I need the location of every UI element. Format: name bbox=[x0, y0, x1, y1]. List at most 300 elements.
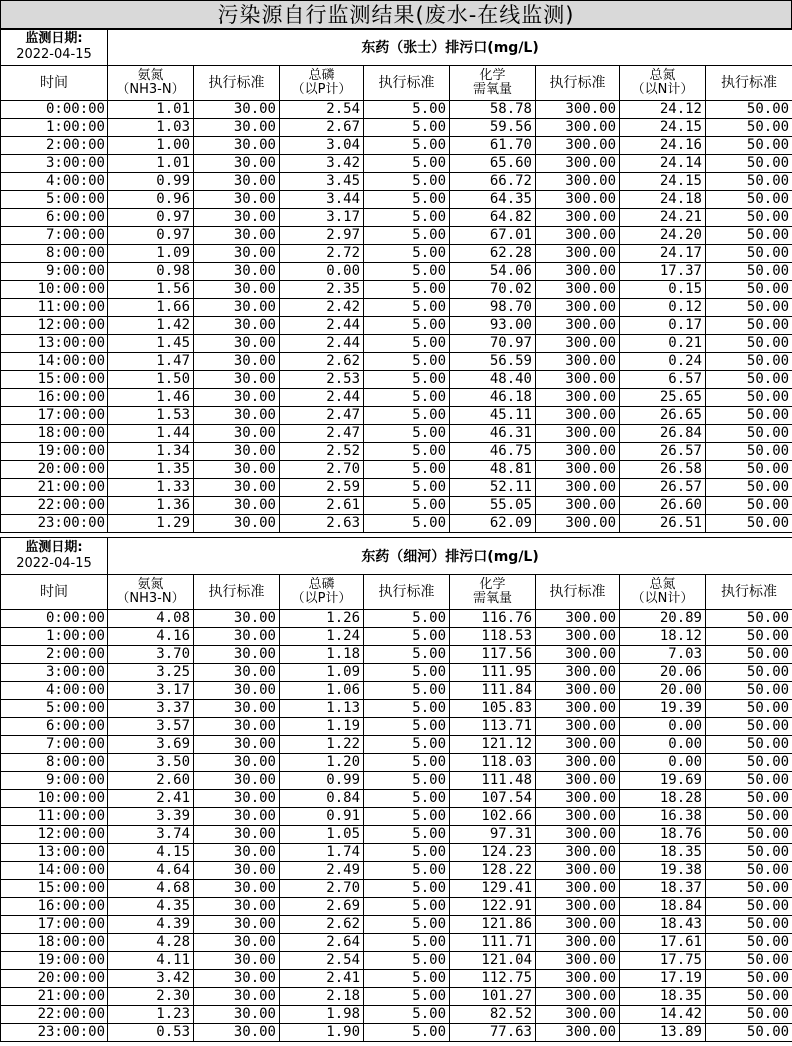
value-cell: 1.01 bbox=[108, 155, 194, 173]
time-cell: 7:00:00 bbox=[1, 736, 108, 754]
value-cell: 1.44 bbox=[108, 425, 194, 443]
table-row bbox=[1, 826, 792, 844]
value-cell: 5.00 bbox=[364, 227, 450, 245]
value-cell: 1.33 bbox=[108, 479, 194, 497]
value-cell: 5.00 bbox=[364, 317, 450, 335]
value-cell: 46.31 bbox=[450, 425, 536, 443]
value-cell: 5.00 bbox=[364, 155, 450, 173]
time-cell: 16:00:00 bbox=[1, 389, 108, 407]
table-row bbox=[1, 952, 792, 970]
value-cell: 1.19 bbox=[280, 718, 364, 736]
value-cell: 24.21 bbox=[620, 209, 706, 227]
value-cell: 50.00 bbox=[706, 898, 792, 916]
value-cell: 20.89 bbox=[620, 610, 706, 628]
value-cell: 0.97 bbox=[108, 227, 194, 245]
value-cell: 6.57 bbox=[620, 371, 706, 389]
value-cell: 30.00 bbox=[194, 407, 280, 425]
value-cell: 2.69 bbox=[280, 898, 364, 916]
value-cell: 5.00 bbox=[364, 209, 450, 227]
value-cell: 50.00 bbox=[706, 718, 792, 736]
value-cell: 0.17 bbox=[620, 317, 706, 335]
time-cell: 23:00:00 bbox=[1, 1024, 108, 1042]
report-title: 污染源自行监测结果(废水-在线监测) bbox=[0, 0, 792, 30]
value-cell: 3.57 bbox=[108, 718, 194, 736]
column-header: 氨氮 （NH3-N） bbox=[108, 66, 194, 101]
value-cell: 4.64 bbox=[108, 862, 194, 880]
value-cell: 24.16 bbox=[620, 137, 706, 155]
value-cell: 30.00 bbox=[194, 461, 280, 479]
value-cell: 105.83 bbox=[450, 700, 536, 718]
table-row bbox=[1, 101, 792, 119]
value-cell: 50.00 bbox=[706, 628, 792, 646]
value-cell: 300.00 bbox=[536, 281, 620, 299]
value-cell: 26.84 bbox=[620, 425, 706, 443]
table-row bbox=[1, 610, 792, 628]
value-cell: 5.00 bbox=[364, 664, 450, 682]
value-cell: 30.00 bbox=[194, 425, 280, 443]
value-cell: 2.59 bbox=[280, 479, 364, 497]
value-cell: 2.62 bbox=[280, 353, 364, 371]
table-row bbox=[1, 155, 792, 173]
value-cell: 5.00 bbox=[364, 407, 450, 425]
value-cell: 5.00 bbox=[364, 263, 450, 281]
value-cell: 5.00 bbox=[364, 898, 450, 916]
monitoring-date-cell bbox=[1, 538, 108, 575]
value-cell: 26.65 bbox=[620, 407, 706, 425]
value-cell: 5.00 bbox=[364, 389, 450, 407]
value-cell: 0.97 bbox=[108, 209, 194, 227]
value-cell: 1.06 bbox=[280, 682, 364, 700]
value-cell: 0.00 bbox=[620, 754, 706, 772]
table-row bbox=[1, 916, 792, 934]
value-cell: 13.89 bbox=[620, 1024, 706, 1042]
value-cell: 0.24 bbox=[620, 353, 706, 371]
value-cell: 116.76 bbox=[450, 610, 536, 628]
value-cell: 1.29 bbox=[108, 515, 194, 533]
value-cell: 30.00 bbox=[194, 808, 280, 826]
value-cell: 5.00 bbox=[364, 880, 450, 898]
value-cell: 50.00 bbox=[706, 844, 792, 862]
value-cell: 3.04 bbox=[280, 137, 364, 155]
value-cell: 2.97 bbox=[280, 227, 364, 245]
value-cell: 111.71 bbox=[450, 934, 536, 952]
value-cell: 30.00 bbox=[194, 173, 280, 191]
value-cell: 1.20 bbox=[280, 754, 364, 772]
value-cell: 5.00 bbox=[364, 700, 450, 718]
time-cell: 14:00:00 bbox=[1, 862, 108, 880]
table-row bbox=[1, 173, 792, 191]
table-row bbox=[1, 862, 792, 880]
value-cell: 2.42 bbox=[280, 299, 364, 317]
value-cell: 5.00 bbox=[364, 497, 450, 515]
value-cell: 30.00 bbox=[194, 137, 280, 155]
time-cell: 20:00:00 bbox=[1, 970, 108, 988]
value-cell: 5.00 bbox=[364, 425, 450, 443]
value-cell: 121.04 bbox=[450, 952, 536, 970]
value-cell: 24.15 bbox=[620, 119, 706, 137]
table-row bbox=[1, 443, 792, 461]
value-cell: 0.00 bbox=[620, 718, 706, 736]
table-row bbox=[1, 844, 792, 862]
value-cell: 2.70 bbox=[280, 880, 364, 898]
time-cell: 22:00:00 bbox=[1, 1006, 108, 1024]
value-cell: 1.18 bbox=[280, 646, 364, 664]
value-cell: 30.00 bbox=[194, 263, 280, 281]
value-cell: 64.82 bbox=[450, 209, 536, 227]
table-row bbox=[1, 754, 792, 772]
table-row bbox=[1, 700, 792, 718]
value-cell: 50.00 bbox=[706, 299, 792, 317]
column-header: 总氮 （以N计） bbox=[620, 575, 706, 610]
table-row bbox=[1, 299, 792, 317]
value-cell: 5.00 bbox=[364, 988, 450, 1006]
value-cell: 117.56 bbox=[450, 646, 536, 664]
value-cell: 50.00 bbox=[706, 610, 792, 628]
value-cell: 24.20 bbox=[620, 227, 706, 245]
value-cell: 5.00 bbox=[364, 173, 450, 191]
time-cell: 10:00:00 bbox=[1, 790, 108, 808]
table-row bbox=[1, 137, 792, 155]
value-cell: 1.05 bbox=[280, 826, 364, 844]
table-row bbox=[1, 353, 792, 371]
value-cell: 1.66 bbox=[108, 299, 194, 317]
time-cell: 3:00:00 bbox=[1, 155, 108, 173]
value-cell: 17.37 bbox=[620, 263, 706, 281]
value-cell: 2.41 bbox=[108, 790, 194, 808]
value-cell: 0.12 bbox=[620, 299, 706, 317]
value-cell: 56.59 bbox=[450, 353, 536, 371]
value-cell: 5.00 bbox=[364, 371, 450, 389]
value-cell: 300.00 bbox=[536, 934, 620, 952]
value-cell: 3.42 bbox=[280, 155, 364, 173]
time-cell: 21:00:00 bbox=[1, 479, 108, 497]
value-cell: 0.99 bbox=[108, 173, 194, 191]
value-cell: 5.00 bbox=[364, 245, 450, 263]
value-cell: 62.28 bbox=[450, 245, 536, 263]
value-cell: 3.25 bbox=[108, 664, 194, 682]
value-cell: 3.39 bbox=[108, 808, 194, 826]
time-cell: 2:00:00 bbox=[1, 137, 108, 155]
value-cell: 50.00 bbox=[706, 754, 792, 772]
value-cell: 124.23 bbox=[450, 844, 536, 862]
value-cell: 30.00 bbox=[194, 209, 280, 227]
value-cell: 300.00 bbox=[536, 664, 620, 682]
value-cell: 50.00 bbox=[706, 461, 792, 479]
value-cell: 50.00 bbox=[706, 736, 792, 754]
value-cell: 1.13 bbox=[280, 700, 364, 718]
time-cell: 11:00:00 bbox=[1, 808, 108, 826]
value-cell: 19.69 bbox=[620, 772, 706, 790]
table-row bbox=[1, 718, 792, 736]
table-row bbox=[1, 281, 792, 299]
table-row bbox=[1, 772, 792, 790]
value-cell: 300.00 bbox=[536, 988, 620, 1006]
value-cell: 300.00 bbox=[536, 646, 620, 664]
value-cell: 50.00 bbox=[706, 371, 792, 389]
value-cell: 59.56 bbox=[450, 119, 536, 137]
value-cell: 0.98 bbox=[108, 263, 194, 281]
table-row bbox=[1, 934, 792, 952]
value-cell: 300.00 bbox=[536, 425, 620, 443]
value-cell: 30.00 bbox=[194, 227, 280, 245]
table-row bbox=[1, 736, 792, 754]
value-cell: 30.00 bbox=[194, 790, 280, 808]
value-cell: 14.42 bbox=[620, 1006, 706, 1024]
value-cell: 30.00 bbox=[194, 371, 280, 389]
value-cell: 26.57 bbox=[620, 443, 706, 461]
value-cell: 1.53 bbox=[108, 407, 194, 425]
value-cell: 101.27 bbox=[450, 988, 536, 1006]
value-cell: 50.00 bbox=[706, 700, 792, 718]
value-cell: 5.00 bbox=[364, 515, 450, 533]
value-cell: 121.12 bbox=[450, 736, 536, 754]
value-cell: 2.35 bbox=[280, 281, 364, 299]
value-cell: 5.00 bbox=[364, 826, 450, 844]
value-cell: 30.00 bbox=[194, 628, 280, 646]
value-cell: 107.54 bbox=[450, 790, 536, 808]
value-cell: 50.00 bbox=[706, 790, 792, 808]
value-cell: 5.00 bbox=[364, 1006, 450, 1024]
table-row bbox=[1, 371, 792, 389]
value-cell: 30.00 bbox=[194, 898, 280, 916]
value-cell: 52.11 bbox=[450, 479, 536, 497]
value-cell: 50.00 bbox=[706, 1006, 792, 1024]
table-row bbox=[1, 497, 792, 515]
value-cell: 0.84 bbox=[280, 790, 364, 808]
column-header: 执行标准 bbox=[706, 66, 792, 101]
value-cell: 0.00 bbox=[280, 263, 364, 281]
value-cell: 300.00 bbox=[536, 299, 620, 317]
value-cell: 300.00 bbox=[536, 808, 620, 826]
value-cell: 2.49 bbox=[280, 862, 364, 880]
value-cell: 26.60 bbox=[620, 497, 706, 515]
value-cell: 20.06 bbox=[620, 664, 706, 682]
column-header: 执行标准 bbox=[194, 66, 280, 101]
value-cell: 2.41 bbox=[280, 970, 364, 988]
outlet-name: 东药（细河）排污口(mg/L) bbox=[108, 538, 792, 575]
value-cell: 300.00 bbox=[536, 497, 620, 515]
value-cell: 50.00 bbox=[706, 353, 792, 371]
time-cell: 8:00:00 bbox=[1, 245, 108, 263]
time-cell: 23:00:00 bbox=[1, 515, 108, 533]
value-cell: 16.38 bbox=[620, 808, 706, 826]
value-cell: 2.54 bbox=[280, 952, 364, 970]
value-cell: 300.00 bbox=[536, 227, 620, 245]
column-header: 总氮 （以N计） bbox=[620, 66, 706, 101]
value-cell: 50.00 bbox=[706, 137, 792, 155]
value-cell: 5.00 bbox=[364, 718, 450, 736]
value-cell: 24.12 bbox=[620, 101, 706, 119]
value-cell: 3.44 bbox=[280, 191, 364, 209]
value-cell: 30.00 bbox=[194, 119, 280, 137]
value-cell: 5.00 bbox=[364, 628, 450, 646]
value-cell: 300.00 bbox=[536, 736, 620, 754]
table-row bbox=[1, 1024, 792, 1042]
value-cell: 30.00 bbox=[194, 934, 280, 952]
value-cell: 24.15 bbox=[620, 173, 706, 191]
value-cell: 3.45 bbox=[280, 173, 364, 191]
value-cell: 1.56 bbox=[108, 281, 194, 299]
value-cell: 111.95 bbox=[450, 664, 536, 682]
value-cell: 4.68 bbox=[108, 880, 194, 898]
column-header: 时间 bbox=[1, 575, 108, 610]
value-cell: 5.00 bbox=[364, 299, 450, 317]
value-cell: 1.74 bbox=[280, 844, 364, 862]
value-cell: 18.76 bbox=[620, 826, 706, 844]
value-cell: 50.00 bbox=[706, 317, 792, 335]
value-cell: 30.00 bbox=[194, 155, 280, 173]
value-cell: 26.51 bbox=[620, 515, 706, 533]
value-cell: 300.00 bbox=[536, 461, 620, 479]
time-cell: 13:00:00 bbox=[1, 844, 108, 862]
value-cell: 30.00 bbox=[194, 101, 280, 119]
column-header: 执行标准 bbox=[536, 66, 620, 101]
value-cell: 2.63 bbox=[280, 515, 364, 533]
value-cell: 26.58 bbox=[620, 461, 706, 479]
value-cell: 300.00 bbox=[536, 1006, 620, 1024]
value-cell: 300.00 bbox=[536, 880, 620, 898]
value-cell: 0.21 bbox=[620, 335, 706, 353]
value-cell: 4.08 bbox=[108, 610, 194, 628]
value-cell: 50.00 bbox=[706, 862, 792, 880]
time-cell: 9:00:00 bbox=[1, 772, 108, 790]
value-cell: 300.00 bbox=[536, 515, 620, 533]
value-cell: 18.12 bbox=[620, 628, 706, 646]
value-cell: 70.97 bbox=[450, 335, 536, 353]
value-cell: 18.43 bbox=[620, 916, 706, 934]
value-cell: 2.67 bbox=[280, 119, 364, 137]
value-cell: 300.00 bbox=[536, 389, 620, 407]
value-cell: 30.00 bbox=[194, 844, 280, 862]
value-cell: 50.00 bbox=[706, 880, 792, 898]
value-cell: 1.09 bbox=[280, 664, 364, 682]
time-cell: 21:00:00 bbox=[1, 988, 108, 1006]
value-cell: 98.70 bbox=[450, 299, 536, 317]
value-cell: 19.38 bbox=[620, 862, 706, 880]
value-cell: 30.00 bbox=[194, 826, 280, 844]
column-header: 执行标准 bbox=[194, 575, 280, 610]
time-cell: 19:00:00 bbox=[1, 952, 108, 970]
value-cell: 300.00 bbox=[536, 700, 620, 718]
value-cell: 0.00 bbox=[620, 736, 706, 754]
value-cell: 5.00 bbox=[364, 646, 450, 664]
column-header-row bbox=[1, 66, 792, 101]
time-cell: 20:00:00 bbox=[1, 461, 108, 479]
value-cell: 48.40 bbox=[450, 371, 536, 389]
value-cell: 30.00 bbox=[194, 317, 280, 335]
value-cell: 5.00 bbox=[364, 736, 450, 754]
time-cell: 13:00:00 bbox=[1, 335, 108, 353]
value-cell: 300.00 bbox=[536, 335, 620, 353]
value-cell: 3.17 bbox=[108, 682, 194, 700]
value-cell: 30.00 bbox=[194, 916, 280, 934]
value-cell: 19.39 bbox=[620, 700, 706, 718]
value-cell: 5.00 bbox=[364, 862, 450, 880]
value-cell: 50.00 bbox=[706, 479, 792, 497]
table-row bbox=[1, 628, 792, 646]
value-cell: 111.48 bbox=[450, 772, 536, 790]
value-cell: 5.00 bbox=[364, 916, 450, 934]
time-cell: 2:00:00 bbox=[1, 646, 108, 664]
value-cell: 5.00 bbox=[364, 970, 450, 988]
outlet-name: 东药（张士）排污口(mg/L) bbox=[108, 29, 792, 66]
value-cell: 50.00 bbox=[706, 916, 792, 934]
time-cell: 5:00:00 bbox=[1, 191, 108, 209]
value-cell: 30.00 bbox=[194, 281, 280, 299]
value-cell: 113.71 bbox=[450, 718, 536, 736]
table-row bbox=[1, 461, 792, 479]
value-cell: 122.91 bbox=[450, 898, 536, 916]
value-cell: 5.00 bbox=[364, 754, 450, 772]
value-cell: 2.70 bbox=[280, 461, 364, 479]
value-cell: 50.00 bbox=[706, 335, 792, 353]
value-cell: 66.72 bbox=[450, 173, 536, 191]
column-header: 化学 需氧量 bbox=[450, 575, 536, 610]
time-cell: 17:00:00 bbox=[1, 916, 108, 934]
value-cell: 300.00 bbox=[536, 173, 620, 191]
value-cell: 18.37 bbox=[620, 880, 706, 898]
monitoring-date-label: 监测日期: bbox=[25, 540, 83, 555]
table-row bbox=[1, 245, 792, 263]
time-cell: 3:00:00 bbox=[1, 664, 108, 682]
value-cell: 5.00 bbox=[364, 191, 450, 209]
monitoring-date-cell bbox=[1, 29, 108, 66]
value-cell: 30.00 bbox=[194, 1006, 280, 1024]
value-cell: 2.44 bbox=[280, 317, 364, 335]
value-cell: 30.00 bbox=[194, 700, 280, 718]
time-cell: 16:00:00 bbox=[1, 898, 108, 916]
value-cell: 50.00 bbox=[706, 281, 792, 299]
value-cell: 50.00 bbox=[706, 119, 792, 137]
value-cell: 50.00 bbox=[706, 772, 792, 790]
value-cell: 2.47 bbox=[280, 407, 364, 425]
value-cell: 30.00 bbox=[194, 497, 280, 515]
value-cell: 30.00 bbox=[194, 515, 280, 533]
value-cell: 300.00 bbox=[536, 628, 620, 646]
table-row bbox=[1, 515, 792, 533]
value-cell: 45.11 bbox=[450, 407, 536, 425]
monitoring-table-block-1 bbox=[0, 28, 792, 533]
value-cell: 2.54 bbox=[280, 101, 364, 119]
value-cell: 62.09 bbox=[450, 515, 536, 533]
column-header: 执行标准 bbox=[364, 575, 450, 610]
value-cell: 30.00 bbox=[194, 353, 280, 371]
value-cell: 7.03 bbox=[620, 646, 706, 664]
table-row bbox=[1, 317, 792, 335]
value-cell: 30.00 bbox=[194, 862, 280, 880]
table-row bbox=[1, 407, 792, 425]
value-cell: 1.03 bbox=[108, 119, 194, 137]
value-cell: 102.66 bbox=[450, 808, 536, 826]
time-cell: 18:00:00 bbox=[1, 934, 108, 952]
value-cell: 5.00 bbox=[364, 353, 450, 371]
value-cell: 300.00 bbox=[536, 754, 620, 772]
time-cell: 5:00:00 bbox=[1, 700, 108, 718]
time-cell: 19:00:00 bbox=[1, 443, 108, 461]
value-cell: 30.00 bbox=[194, 736, 280, 754]
value-cell: 30.00 bbox=[194, 610, 280, 628]
value-cell: 50.00 bbox=[706, 425, 792, 443]
value-cell: 5.00 bbox=[364, 934, 450, 952]
value-cell: 300.00 bbox=[536, 119, 620, 137]
value-cell: 0.99 bbox=[280, 772, 364, 790]
value-cell: 300.00 bbox=[536, 862, 620, 880]
value-cell: 5.00 bbox=[364, 772, 450, 790]
value-cell: 30.00 bbox=[194, 335, 280, 353]
time-cell: 1:00:00 bbox=[1, 628, 108, 646]
value-cell: 46.18 bbox=[450, 389, 536, 407]
value-cell: 1.90 bbox=[280, 1024, 364, 1042]
